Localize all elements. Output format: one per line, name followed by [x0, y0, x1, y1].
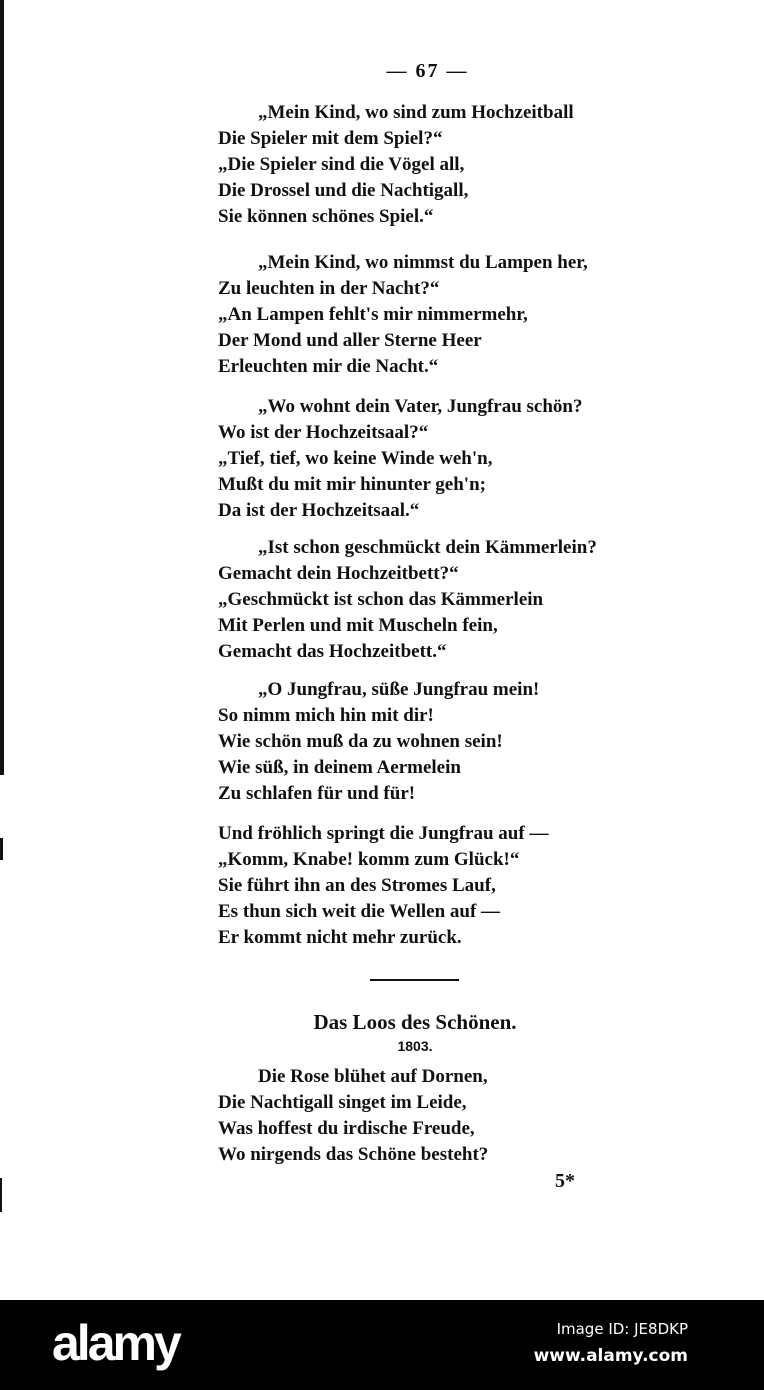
- verse-line: „Tief, tief, wo keine Winde weh'n,: [218, 448, 493, 469]
- scan-edge-mark: [0, 1178, 2, 1212]
- verse-line: Und fröhlich springt die Jungfrau auf —: [218, 823, 549, 844]
- verse-line: Es thun sich weit die Wellen auf —: [218, 901, 501, 922]
- verse-line: „Geschmückt ist schon das Kämmerlein: [218, 589, 544, 610]
- verse-line: Die Spieler mit dem Spiel?“: [218, 128, 443, 149]
- poem-stanza: [218, 1064, 488, 1168]
- verse-line: Erleuchten mir die Nacht.“: [218, 356, 439, 377]
- verse-line: „Ist schon geschmückt dein Kämmerlein?: [258, 537, 597, 558]
- verse-line: Gemacht das Hochzeitbett.“: [218, 641, 447, 662]
- verse-line: Die Nachtigall singet im Leide,: [218, 1092, 467, 1113]
- verse-line: Wo ist der Hochzeitsaal?“: [218, 422, 429, 443]
- verse-line: Wie süß, in deinem Aermelein: [218, 757, 461, 778]
- verse-line: Die Rose blühet auf Dornen,: [258, 1066, 488, 1087]
- poem-stanza: [218, 821, 548, 951]
- verse-line: Er kommt nicht mehr zurück.: [218, 927, 462, 948]
- alamy-logo: alamy: [52, 1315, 179, 1371]
- verse-line: „Wo wohnt dein Vater, Jungfrau schön?: [258, 396, 583, 417]
- verse-line: Zu leuchten in der Nacht?“: [218, 278, 440, 299]
- verse-line: So nimm mich hin mit dir!: [218, 705, 434, 726]
- verse-line: Mit Perlen und mit Muscheln fein,: [218, 615, 498, 636]
- verse-line: Wie schön muß da zu wohnen sein!: [218, 731, 503, 752]
- poem-stanza: [218, 394, 582, 524]
- verse-line: „Die Spieler sind die Vögel all,: [218, 154, 465, 175]
- verse-line: „Mein Kind, wo sind zum Hochzeitball: [258, 102, 574, 123]
- verse-line: Wo nirgends das Schöne besteht?: [218, 1144, 489, 1165]
- verse-line: „Komm, Knabe! komm zum Glück!“: [218, 849, 520, 870]
- verse-line: Was hoffest du irdische Freude,: [218, 1118, 475, 1139]
- poem-stanza: [218, 535, 597, 665]
- page-number: — 67 —: [386, 60, 469, 82]
- verse-line: Sie können schönes Spiel.“: [218, 206, 434, 227]
- poem-stanza: [218, 250, 588, 380]
- poem-year: 1803.: [397, 1038, 433, 1054]
- verse-line: Der Mond und aller Sterne Heer: [218, 330, 482, 351]
- verse-line: „An Lampen fehlt's mir nimmermehr,: [218, 304, 528, 325]
- watermark-footer: [0, 1300, 764, 1390]
- image-id: Image ID: JE8DKP: [556, 1320, 688, 1338]
- poem-title: Das Loos des Schönen.: [313, 1010, 517, 1034]
- section-divider: [370, 979, 459, 981]
- website: www.alamy.com: [533, 1346, 688, 1366]
- verse-line: „Mein Kind, wo nimmst du Lampen her,: [258, 252, 588, 273]
- verse-line: „O Jungfrau, süße Jungfrau mein!: [258, 679, 540, 700]
- scan-edge: [0, 0, 4, 775]
- signature-mark: 5*: [555, 1170, 575, 1192]
- verse-line: Mußt du mit mir hinunter geh'n;: [218, 474, 486, 495]
- verse-line: Sie führt ihn an des Stromes Lauf,: [218, 875, 496, 896]
- poem-stanza: [218, 677, 539, 807]
- verse-line: Da ist der Hochzeitsaal.“: [218, 500, 420, 521]
- scan-edge-mark: [0, 838, 3, 860]
- verse-line: Die Drossel und die Nachtigall,: [218, 180, 469, 201]
- verse-line: Gemacht dein Hochzeitbett?“: [218, 563, 459, 584]
- poem-stanza: [218, 100, 574, 230]
- verse-line: Zu schlafen für und für!: [218, 783, 416, 804]
